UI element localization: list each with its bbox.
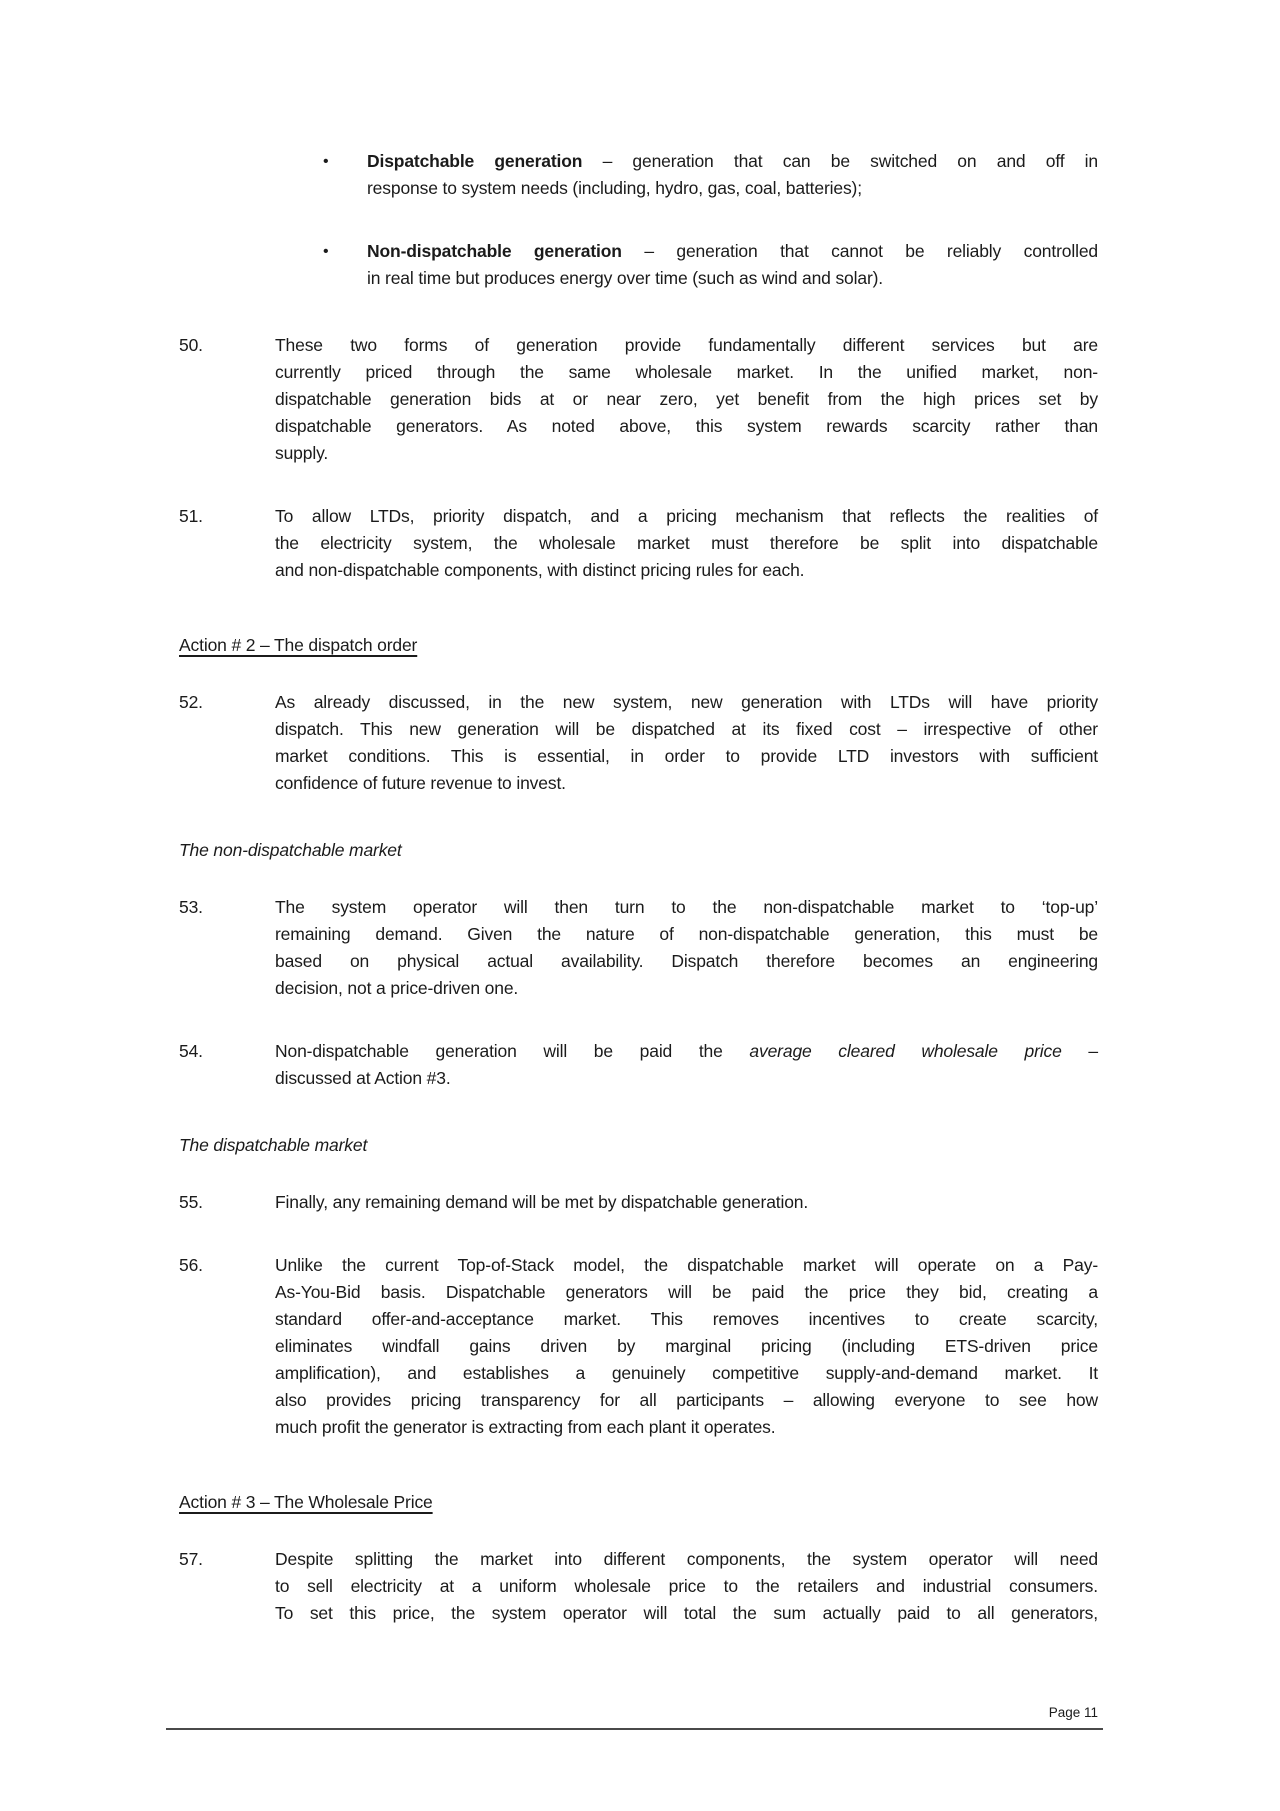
numbered-paragraph-54 [179,1038,1098,1092]
paragraph-number: 52. [179,692,203,712]
paragraph-text [275,1038,1098,1092]
paragraph-line [275,689,1098,716]
bullet-icon: • [323,243,329,260]
text-segment: the electricity system, the wholesale market must therefore be split into dispatchable [275,533,1098,553]
paragraph-line [275,503,1098,530]
paragraph-text [275,1189,1098,1216]
paragraph-line [367,148,1098,175]
paragraph-number: 55. [179,1192,203,1212]
section-heading: Action # 2 – The dispatch order [179,635,418,655]
paragraph-line [275,1333,1098,1360]
text-segment: Non-dispatchable generation [367,241,622,261]
numbered-paragraph-53 [179,894,1098,1002]
text-segment: Despite splitting the market into different components, the system operator will need [275,1549,1098,1569]
text-segment: To set this price, the system operator will total the sum actually paid to all generators, [275,1603,1098,1623]
paragraph-number: 51. [179,506,203,526]
paragraph-line [275,716,1098,743]
paragraph-line [367,265,1098,292]
paragraph-line [275,1306,1098,1333]
text-segment: dispatchable generators. As noted above, this system rewards scarcity rather than [275,416,1098,436]
subsection-heading: The non-dispatchable market [179,840,402,860]
paragraph-line [275,921,1098,948]
paragraph-line [367,175,1098,202]
paragraph-line [275,440,1098,467]
paragraph-line [275,332,1098,359]
text-segment: Dispatchable generation [367,151,583,171]
text-segment: eliminates windfall gains driven by marginal pricing (including ETS-driven price [275,1336,1098,1356]
paragraph-line [275,359,1098,386]
text-segment: dispatch. This new generation will be dispatched at its fixed cost – irrespective of other [275,719,1098,739]
paragraph-line [275,386,1098,413]
paragraph-text [275,503,1098,584]
paragraph-text [275,1546,1098,1627]
text-segment: Unlike the current Top-of-Stack model, the dispatchable market will operate on a Pay- [275,1255,1098,1275]
paragraph-line [275,743,1098,770]
footer-rule [166,1728,1103,1730]
paragraph-line [275,413,1098,440]
paragraph-line [275,1600,1098,1627]
text-segment: As-You-Bid basis. Dispatchable generators will be paid the price they bid, creating a [275,1282,1098,1302]
bullet-item [179,148,1098,202]
paragraph-line [275,1573,1098,1600]
text-segment: – generation that cannot be reliably controlled [621,241,1098,261]
text-segment: response to system needs (including, hydro, gas, coal, batteries); [367,178,862,198]
bullet-text [367,238,1098,292]
text-segment: – [1061,1041,1098,1061]
text-segment: Finally, any remaining demand will be met by dispatchable generation. [275,1192,809,1212]
text-segment: much profit the generator is extracting from each plant it operates. [275,1417,776,1437]
paragraph-line [275,1252,1098,1279]
text-segment: to sell electricity at a uniform wholesale price to the retailers and industrial consumers. [275,1576,1098,1596]
document-body [179,148,1098,1627]
text-segment: confidence of future revenue to invest. [275,773,566,793]
paragraph-text [275,332,1098,467]
paragraph-line [275,1546,1098,1573]
paragraph-line [275,894,1098,921]
text-segment: As already discussed, in the new system, new generation with LTDs will have priority [275,692,1098,712]
paragraph-line [275,1279,1098,1306]
text-segment: decision, not a price-driven one. [275,978,519,998]
paragraph-line [275,1065,1098,1092]
text-segment: based on physical actual availability. Dispatch therefore becomes an engineering [275,951,1098,971]
text-segment: remaining demand. Given the nature of non-dispatchable generation, this must be [275,924,1098,944]
paragraph-number: 57. [179,1549,203,1569]
text-segment: – generation that can be switched on and off in [582,151,1098,171]
text-segment: Non-dispatchable generation will be paid the [275,1041,750,1061]
numbered-paragraph-52 [179,689,1098,797]
text-segment: also provides pricing transparency for all participants – allowing everyone to see how [275,1390,1098,1410]
section-heading: Action # 3 – The Wholesale Price [179,1492,433,1512]
paragraph-text [275,1252,1098,1441]
numbered-paragraph-55 [179,1189,1098,1216]
paragraph-line [275,948,1098,975]
text-segment: supply. [275,443,329,463]
text-segment: amplification), and establishes a genuinely competitive supply-and-demand market. It [275,1363,1098,1383]
paragraph-line [367,238,1098,265]
paragraph-number: 56. [179,1255,203,1275]
paragraph-line [275,1038,1098,1065]
numbered-paragraph-51 [179,503,1098,584]
text-segment: average cleared wholesale price [749,1041,1062,1061]
text-segment: standard offer-and-acceptance market. This removes incentives to create scarcity, [275,1309,1098,1329]
paragraph-line [275,1360,1098,1387]
paragraph-number: 53. [179,897,203,917]
paragraph-line [275,1414,1098,1441]
numbered-paragraph-57 [179,1546,1098,1627]
text-segment: and non-dispatchable components, with distinct pricing rules for each. [275,560,805,580]
bullet-icon: • [323,153,329,170]
paragraph-line [275,557,1098,584]
text-segment: currently priced through the same wholesale market. In the unified market, non- [275,362,1098,382]
numbered-paragraph-50 [179,332,1098,467]
text-segment: in real time but produces energy over time (such as wind and solar). [367,268,884,288]
paragraph-text [275,894,1098,1002]
text-segment: The system operator will then turn to the non-dispatchable market to ‘top-up’ [275,897,1098,917]
text-segment: To allow LTDs, priority dispatch, and a pricing mechanism that reflects the realities of [275,506,1098,526]
paragraph-number: 54. [179,1041,203,1061]
bullet-item [179,238,1098,292]
paragraph-number: 50. [179,335,203,355]
paragraph-text [275,689,1098,797]
paragraph-line [275,770,1098,797]
text-segment: These two forms of generation provide fundamentally different services but are [275,335,1098,355]
paragraph-line [275,1189,1098,1216]
paragraph-line [275,530,1098,557]
text-segment: market conditions. This is essential, in order to provide LTD investors with sufficient [275,746,1098,766]
text-segment: dispatchable generation bids at or near zero, yet benefit from the high prices set by [275,389,1098,409]
subsection-heading: The dispatchable market [179,1135,368,1155]
text-segment: discussed at Action #3. [275,1068,451,1088]
bullet-text [367,148,1098,202]
numbered-paragraph-56 [179,1252,1098,1441]
page-footer [166,1704,1103,1730]
page-number: Page 11 [1048,1705,1098,1720]
paragraph-line [275,1387,1098,1414]
paragraph-line [275,975,1098,1002]
